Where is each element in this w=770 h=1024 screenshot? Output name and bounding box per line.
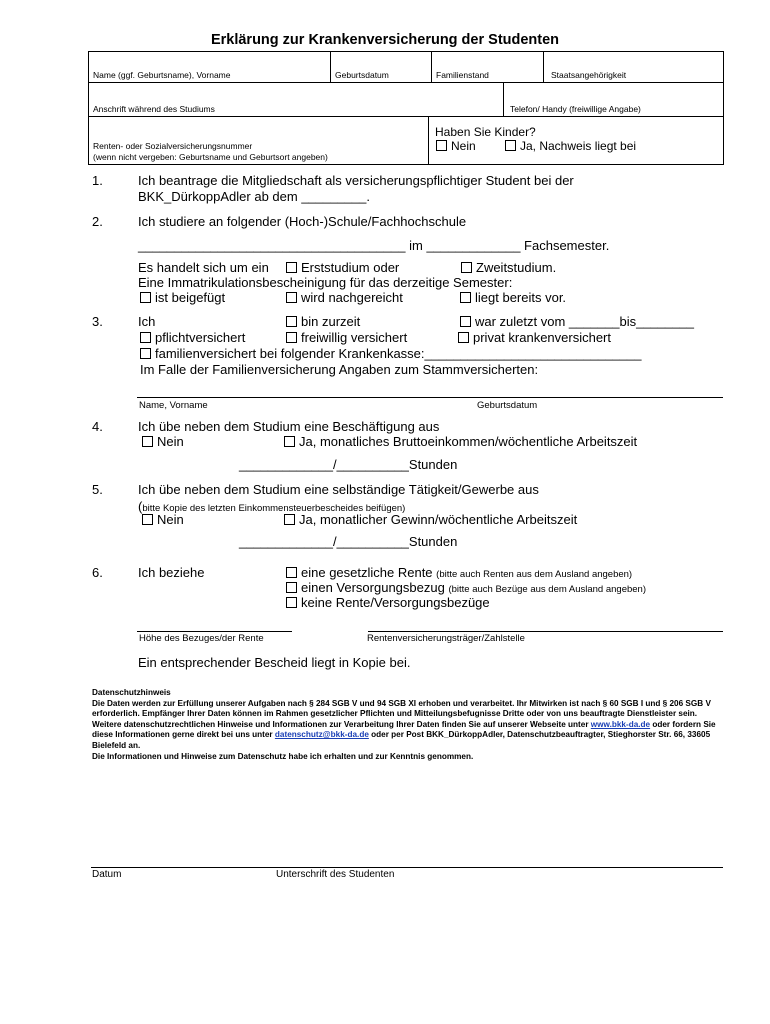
main-insured-line[interactable] — [137, 397, 723, 398]
family-insurance-note: Im Falle der Familienversicherung Angaben zum Stammversicherten: — [140, 362, 539, 377]
checkbox-icon[interactable] — [460, 316, 471, 327]
certificate-present-option[interactable]: liegt bereits vor. — [460, 290, 566, 305]
email-link[interactable]: datenschutz@bkk-da.de — [274, 730, 369, 740]
name-field[interactable]: Name (ggf. Geburtsname), Vorname — [93, 70, 231, 80]
mandatory-insured-option[interactable]: pflichtversichert — [140, 330, 245, 345]
self-employed-no-option[interactable]: Nein — [142, 512, 184, 527]
checkbox-icon[interactable] — [140, 332, 151, 343]
benefit-option[interactable]: einen Versorgungsbezug (bitte auch Bezüge aus dem Ausland angeben) — [286, 580, 646, 595]
tax-copy-note: (bitte Kopie des letzten Einkommensteuerbescheides beifügen) — [138, 499, 406, 514]
section-4-text: Ich übe neben dem Studium eine Beschäftigung aus — [138, 419, 440, 434]
second-study-option[interactable]: Zweitstudium. — [461, 260, 556, 275]
section-1-text: Ich beantrage die Mitgliedschaft als versicherungspflichtiger Student bei der — [138, 173, 574, 188]
section-4-number: 4. — [92, 419, 103, 434]
privacy-contact: Weitere datenschutzrechtlichen Hinweise und Informationen zur Verarbeitung Ihrer Daten finden Sie auf unserer Webseite unter www.bkk-da.de oder fordern Sie diese Informationen gerne direkt bei uns unter datenschutz@bkk-da.de oder per Post BKK_DürkoppAdler, Datenschutzbeauftragter, Stieghorster Str. 66, 33605 Bielefeld an. — [92, 719, 716, 750]
checkbox-icon[interactable] — [142, 436, 153, 447]
section-2-number: 2. — [92, 214, 103, 229]
address-field[interactable]: Anschrift während des Studiums — [93, 104, 215, 114]
checkbox-icon[interactable] — [286, 567, 297, 578]
study-type-prefix: Es handelt sich um ein — [138, 260, 269, 275]
section-5-text: Ich übe neben dem Studium eine selbständige Tätigkeit/Gewerbe aus — [138, 482, 539, 497]
signature-label: Unterschrift des Studenten — [276, 869, 395, 880]
amount-line[interactable] — [137, 631, 292, 632]
birthdate-field[interactable]: Geburtsdatum — [335, 70, 389, 80]
carrier-line[interactable] — [368, 631, 723, 632]
pension-number-hint: (wenn nicht vergeben: Geburtsname und Geburtsort angeben) — [93, 152, 328, 162]
section-2-text: Ich studiere an folgender (Hoch-)Schule/Fachhochschule — [138, 214, 467, 229]
phone-field[interactable]: Telefon/ Handy (freiwillige Angabe) — [510, 104, 641, 114]
marital-status-field[interactable]: Familienstand — [436, 70, 489, 80]
section-6-text: Ich beziehe — [138, 565, 205, 580]
checkbox-icon[interactable] — [284, 514, 295, 525]
checkbox-icon[interactable] — [140, 292, 151, 303]
checkbox-icon[interactable] — [286, 332, 297, 343]
privacy-text: Die Daten werden zur Erfüllung unserer Aufgaben nach § 284 SGB V und 94 SGB XI erhoben und verarbeitet. Ihr Mitwirken ist nach § 60 SGB I und § 206 SGB V erforderlich. Empfänger Ihrer Daten können im Rahmen gesetzlicher Pflichten und Mitteilungsbefugnisse Dritte oder von uns beauftragte Dienstleister sein. — [92, 698, 711, 719]
employment-no-option[interactable]: Nein — [142, 434, 184, 449]
main-insured-birth-label: Geburtsdatum — [477, 400, 538, 411]
checkbox-icon[interactable] — [142, 514, 153, 525]
section-5-number: 5. — [92, 482, 103, 497]
private-insured-option[interactable]: privat krankenversichert — [458, 330, 611, 345]
pension-number-field[interactable]: Renten- oder Sozialversicherungsnummer — [93, 141, 253, 151]
page-title: Erklärung zur Krankenversicherung der Studenten — [210, 32, 560, 48]
section-1-number: 1. — [92, 173, 103, 188]
first-study-option[interactable]: Erststudium oder — [286, 260, 399, 275]
nationality-field[interactable]: Staatsangehörigkeit — [551, 70, 627, 80]
privacy-notice — [92, 688, 732, 762]
employment-income-field[interactable]: _____________/__________Stunden — [239, 457, 458, 472]
checkbox-icon[interactable] — [286, 582, 297, 593]
checkbox-icon[interactable] — [458, 332, 469, 343]
family-insured-option[interactable]: familienversichert bei folgender Krankenkasse:______________________________ — [140, 346, 641, 361]
enrollment-certificate-text: Eine Immatrikulationsbescheinigung für das derzeitige Semester: — [138, 275, 513, 290]
signature-line[interactable] — [91, 867, 723, 868]
date-label: Datum — [92, 869, 122, 880]
membership-date-field[interactable]: BKK_DürkoppAdler ab dem _________. — [138, 189, 370, 204]
checkbox-icon[interactable] — [286, 292, 297, 303]
school-semester-field[interactable]: _____________________________________ im _____________ Fachsemester. — [138, 238, 610, 253]
self-employed-yes-option[interactable]: Ja, monatlicher Gewinn/wöchentliche Arbeitszeit — [284, 512, 577, 527]
notice-copy-note: Ein entsprechender Bescheid liegt in Kopie bei. — [138, 655, 411, 670]
section-3-ich: Ich — [138, 314, 156, 329]
checkbox-icon[interactable] — [436, 140, 447, 151]
children-question: Haben Sie Kinder? — [435, 125, 536, 139]
privacy-acknowledgement: Die Informationen und Hinweise zum Datenschutz habe ich erhalten und zur Kenntnis genommen. — [92, 751, 474, 761]
voluntary-insured-option[interactable]: freiwillig versichert — [286, 330, 407, 345]
no-pension-option[interactable]: keine Rente/Versorgungsbezüge — [286, 595, 490, 610]
checkbox-icon[interactable] — [461, 262, 472, 273]
certificate-later-option[interactable]: wird nachgereicht — [286, 290, 403, 305]
checkbox-icon[interactable] — [286, 316, 297, 327]
section-6-number: 6. — [92, 565, 103, 580]
certificate-attached-option[interactable]: ist beigefügt — [140, 290, 225, 305]
checkbox-icon[interactable] — [284, 436, 295, 447]
currently-option[interactable]: bin zurzeit — [286, 314, 360, 329]
checkbox-icon[interactable] — [140, 348, 151, 359]
checkbox-icon[interactable] — [286, 597, 297, 608]
self-employed-income-field[interactable]: _____________/__________Stunden — [239, 534, 458, 549]
statutory-pension-option[interactable]: eine gesetzliche Rente (bitte auch Renten aus dem Ausland angeben) — [286, 565, 632, 580]
website-link[interactable]: www.bkk-da.de — [590, 719, 651, 729]
privacy-heading: Datenschutzhinweis — [92, 688, 171, 697]
checkbox-icon[interactable] — [505, 140, 516, 151]
checkbox-icon[interactable] — [286, 262, 297, 273]
checkbox-icon[interactable] — [460, 292, 471, 303]
carrier-label: Rentenversicherungsträger/Zahlstelle — [367, 633, 525, 644]
children-no-option[interactable]: Nein — [436, 139, 476, 153]
children-yes-option[interactable]: Ja, Nachweis liegt bei — [505, 139, 636, 153]
last-insured-option[interactable]: war zuletzt vom _______bis________ — [460, 314, 694, 329]
section-3-number: 3. — [92, 314, 103, 329]
main-insured-name-label: Name, Vorname — [139, 400, 208, 411]
employment-yes-option[interactable]: Ja, monatliches Bruttoeinkommen/wöchentliche Arbeitszeit — [284, 434, 637, 449]
amount-label: Höhe des Bezuges/der Rente — [139, 633, 264, 644]
